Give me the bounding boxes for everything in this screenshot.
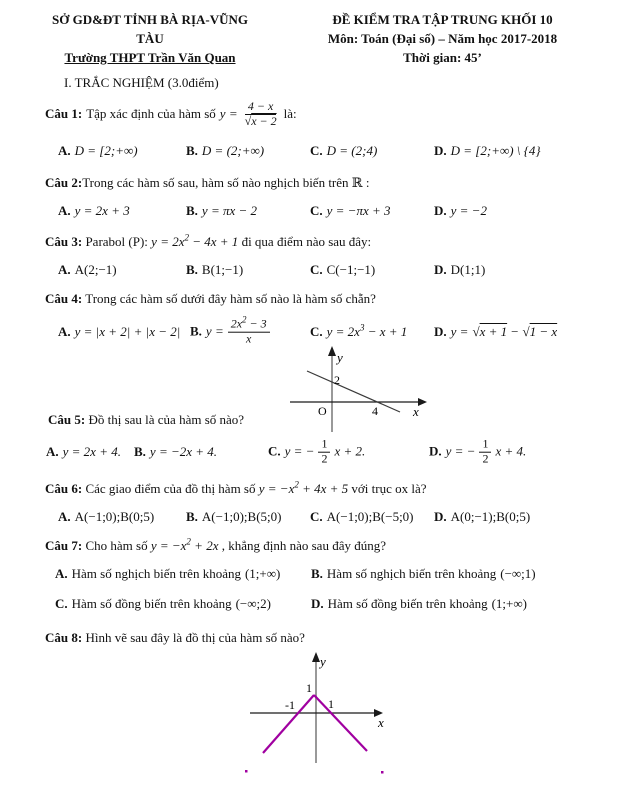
q1-stem-post: là: bbox=[283, 106, 297, 121]
q1-label: Câu 1: bbox=[45, 106, 83, 121]
q1-stem bbox=[45, 96, 297, 132]
header-exam-block bbox=[325, 10, 560, 67]
q2-stem-text: Trong các hàm số sau, hàm số nào nghịch biến trên ℝ : bbox=[82, 175, 370, 190]
q5d-fraction: $\frac{1}{2}$ bbox=[479, 438, 491, 467]
q7-option-b: B. Hàm số nghịch biến trên khoảng (−∞;1) bbox=[311, 566, 536, 581]
q7-option-c: C. Hàm số đồng biến trên khoảng (−∞;2) bbox=[55, 596, 271, 611]
q5-option-b: B. y = −2x + 4. bbox=[134, 444, 218, 459]
q3-options bbox=[0, 260, 619, 280]
q7-math: $y = -x^2 + 2x$ bbox=[150, 536, 219, 553]
q6-option-c: C. A(−1;0);B(−5;0) bbox=[310, 509, 414, 524]
g2-y-arrow-icon bbox=[312, 652, 320, 662]
q1-option-d: D. D = [2;+∞) \ {4} bbox=[434, 143, 541, 158]
graph-absolute-value-function bbox=[240, 652, 390, 780]
q1-radicand: x − 2 bbox=[251, 113, 277, 128]
q3-stem-pre: Parabol (P): bbox=[85, 234, 148, 249]
stray-dot-left bbox=[245, 770, 248, 773]
q2-label: Câu 2: bbox=[45, 175, 83, 190]
exam-subject: Môn: Toán (Đại số) – Năm học 2017-2018 bbox=[327, 31, 558, 46]
stray-dot-right bbox=[381, 771, 384, 774]
q4d-sqrt-1: √x + 1 bbox=[472, 324, 508, 339]
q3-stem-post: đi qua điểm nào sau đây: bbox=[241, 234, 372, 249]
g1-y-intercept-label: 2 bbox=[334, 373, 340, 387]
q6-stem bbox=[45, 481, 427, 497]
q5c-fraction: $\frac{1}{2}$ bbox=[318, 438, 330, 467]
q5-option-a: A. y = 2x + 4. bbox=[46, 444, 121, 459]
g1-xlabel: x bbox=[413, 404, 419, 419]
q6-stem-post: với trục ox là? bbox=[351, 481, 427, 496]
q1-option-c: C. D = (2;4) bbox=[310, 143, 378, 158]
q7-options-row2 bbox=[0, 594, 619, 614]
q4b-fraction: $\frac{2x^2 - 3}{x}$ bbox=[228, 318, 270, 347]
q6-stem-pre: Các giao điểm của đồ thị hàm số bbox=[85, 481, 256, 496]
q6-option-a: A. A(−1;0);B(0;5) bbox=[58, 509, 155, 524]
header-department: SỞ GD&ĐT TỈNH BÀ RỊA-VŨNG TÀU bbox=[52, 12, 248, 46]
g2-left-intercept-label: -1 bbox=[285, 698, 295, 712]
q7-stem-post: , khẳng định nào sau đây đúng? bbox=[221, 538, 386, 553]
q4-stem-text: Trong các hàm số dưới đây hàm số nào là hàm số chẵn? bbox=[85, 291, 376, 306]
q2-option-b: B. y = πx − 2 bbox=[186, 203, 258, 218]
q2-option-d: D. y = −2 bbox=[434, 203, 487, 218]
g1-origin-label: O bbox=[318, 404, 327, 418]
header-school-block bbox=[40, 10, 260, 67]
q5-stem-text: Đồ thị sau là của hàm số nào? bbox=[88, 412, 245, 427]
q4-label: Câu 4: bbox=[45, 291, 83, 306]
q4-option-d: D. y = √x + 1 − √1 − x bbox=[434, 324, 558, 339]
q2-stem bbox=[45, 175, 369, 191]
q2-options bbox=[0, 201, 619, 221]
q7-stem bbox=[45, 538, 386, 554]
exam-title: ĐỀ KIỂM TRA TẬP TRUNG KHỐI 10 bbox=[332, 12, 553, 27]
q5-options bbox=[0, 432, 619, 472]
q3-math: $y = 2x^2 - 4x + 1$ bbox=[151, 232, 239, 249]
q8-stem-text: Hình vẽ sau đây là đồ thị của hàm số nào? bbox=[85, 630, 305, 645]
q3-stem bbox=[45, 234, 371, 250]
g2-right-intercept-label: 1 bbox=[328, 697, 334, 711]
q5-stem bbox=[48, 412, 244, 428]
g1-x-arrow-icon bbox=[418, 398, 427, 406]
g1-x-intercept-label: 4 bbox=[372, 404, 378, 418]
q1-frac-denominator bbox=[242, 115, 280, 129]
g2-xlabel: x bbox=[378, 715, 384, 730]
section-title: I. TRẮC NGHIỆM (3.0điểm) bbox=[64, 75, 219, 90]
q4-option-c: C. $y = 2x^3 - x + 1$ bbox=[310, 322, 408, 339]
g1-y-arrow-icon bbox=[328, 346, 336, 356]
q7-option-a: A. Hàm số nghịch biến trên khoảng (1;+∞) bbox=[55, 566, 281, 581]
q4-option-b: B. y = $\frac{2x^2 - 3}{x}$ bbox=[190, 318, 270, 347]
q3-option-a: A. A(2;−1) bbox=[58, 262, 117, 277]
q1-option-b: B. D = (2;+∞) bbox=[186, 143, 265, 158]
q1-option-a: A. D = [2;+∞) bbox=[58, 143, 138, 158]
q4-stem bbox=[45, 291, 376, 307]
q1-options bbox=[0, 141, 619, 161]
q6-math: $y = -x^2 + 4x + 5$ bbox=[258, 479, 349, 496]
q8-label: Câu 8: bbox=[45, 630, 83, 645]
exam-duration: Thời gian: 45’ bbox=[403, 50, 482, 65]
q3-option-d: D. D(1;1) bbox=[434, 262, 486, 277]
q6-options bbox=[0, 507, 619, 527]
q7-option-d: D. Hàm số đồng biến trên khoảng (1;+∞) bbox=[311, 596, 527, 611]
g1-ylabel: y bbox=[337, 350, 343, 365]
g2-ylabel: y bbox=[320, 654, 326, 669]
g2-right-branch bbox=[314, 695, 367, 751]
q8-stem bbox=[45, 630, 305, 646]
q7-stem-pre: Cho hàm số bbox=[85, 538, 148, 553]
q4d-sqrt-2: √1 − x bbox=[522, 324, 558, 339]
q7-options-row1 bbox=[0, 564, 619, 584]
q6-option-b: B. A(−1;0);B(5;0) bbox=[186, 509, 282, 524]
q1-stem-pre: Tập xác định của hàm số bbox=[86, 106, 216, 121]
g2-peak-label: 1 bbox=[306, 681, 312, 695]
q3-label: Câu 3: bbox=[45, 234, 83, 249]
q6-option-d: D. A(0;−1);B(0;5) bbox=[434, 509, 531, 524]
q5-label: Câu 5: bbox=[48, 412, 86, 427]
q3-option-c: C. C(−1;−1) bbox=[310, 262, 376, 277]
q7-label: Câu 7: bbox=[45, 538, 83, 553]
q1-fraction bbox=[242, 100, 280, 129]
sqrt-symbol: √ bbox=[244, 113, 252, 128]
q5-option-c: C. y = − $\frac{1}{2}$ x + 2. bbox=[268, 436, 366, 466]
q1-eq-lhs: y = bbox=[219, 106, 238, 121]
q3-option-b: B. B(1;−1) bbox=[186, 262, 244, 277]
q4-option-a: A. y = |x + 2| + |x − 2| bbox=[58, 324, 181, 339]
q2-option-c: C. y = −πx + 3 bbox=[310, 203, 391, 218]
q1-frac-numerator: 4 − x bbox=[245, 100, 276, 115]
q5-option-d: D. y = − $\frac{1}{2}$ x + 4. bbox=[429, 436, 527, 466]
graph-line-function bbox=[285, 344, 435, 436]
q6-label: Câu 6: bbox=[45, 481, 83, 496]
header-school-name: Trường THPT Trần Văn Quan bbox=[64, 50, 236, 65]
q2-option-a: A. y = 2x + 3 bbox=[58, 203, 130, 218]
